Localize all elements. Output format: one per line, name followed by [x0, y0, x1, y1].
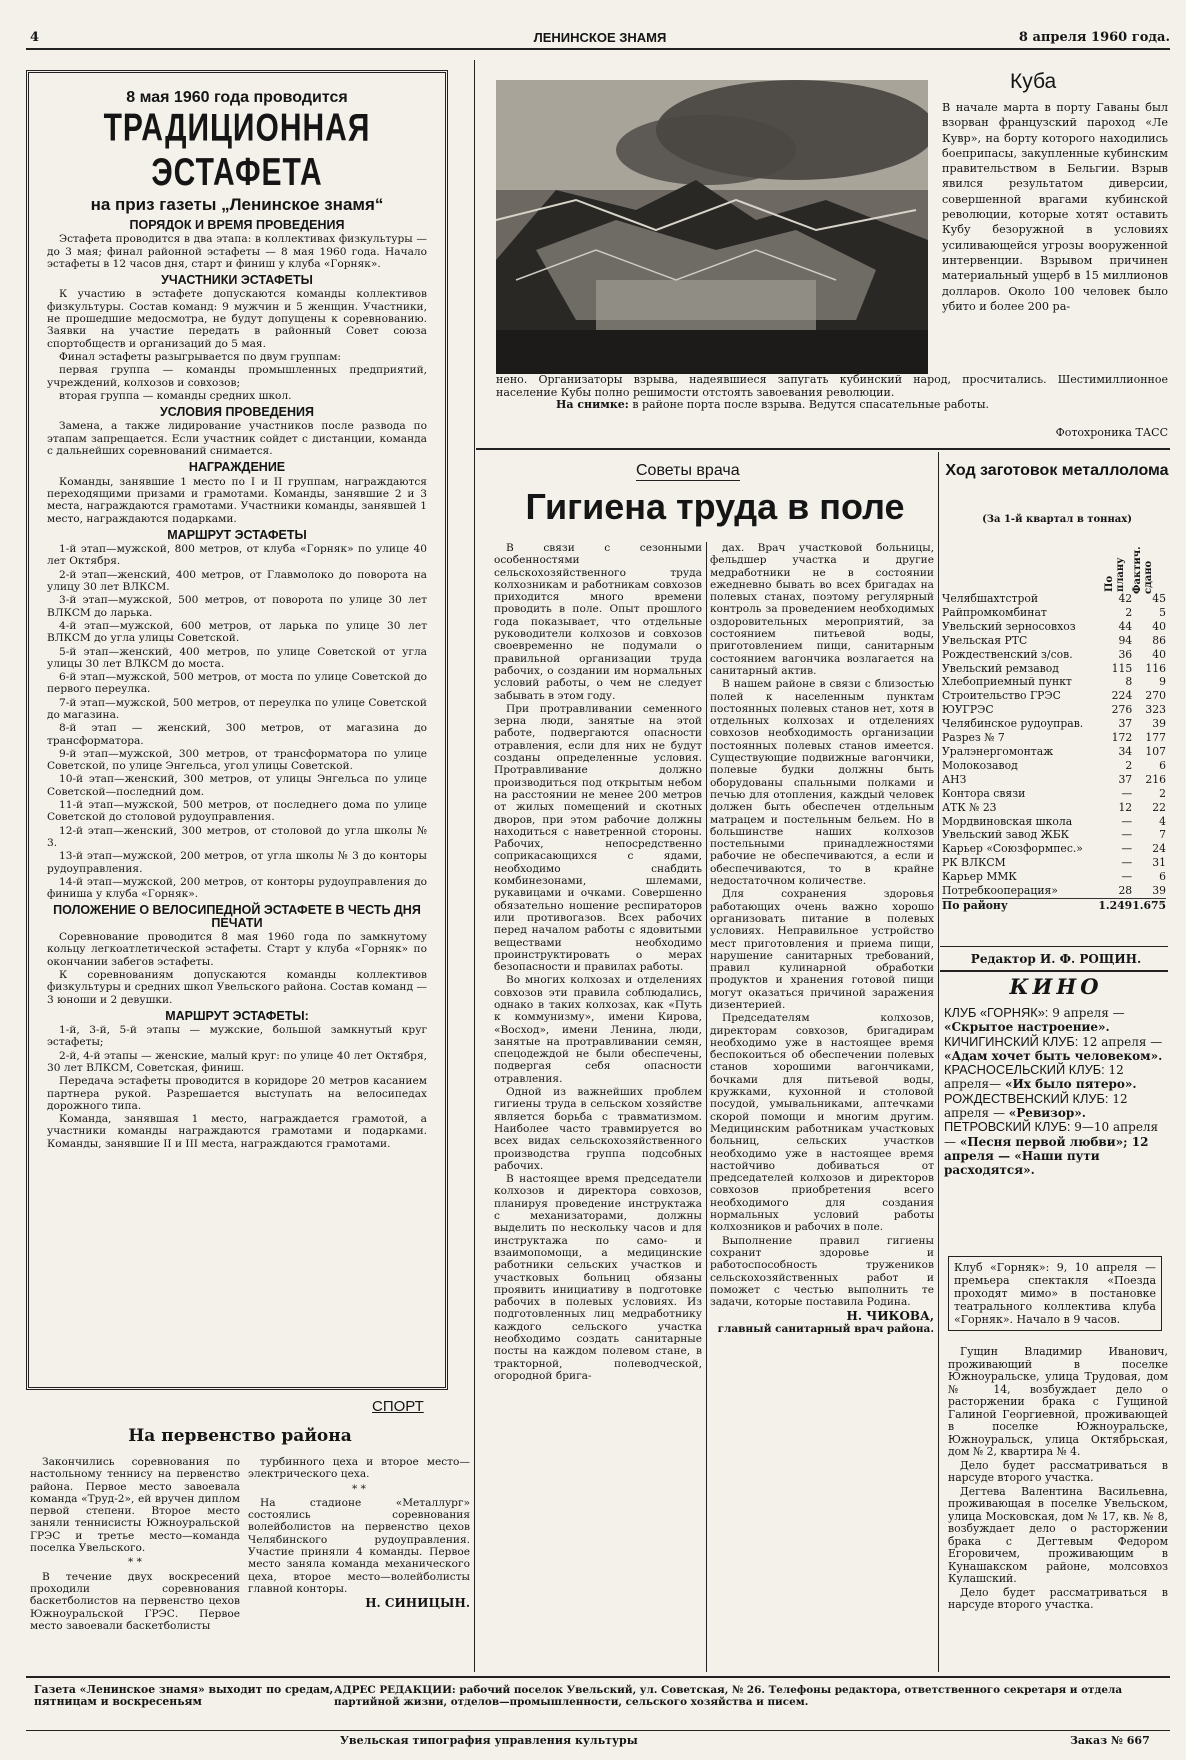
cinema-listing	[944, 1092, 1168, 1121]
plan-value: —	[1121, 842, 1133, 856]
relay-paragraph: 1-й этап—мужской, 800 метров, от клуба «Горняк» по улице 40 лет Октября.	[47, 543, 427, 568]
fact-value: 2	[1159, 786, 1166, 800]
relay-paragraph: 7-й этап—мужской, 500 метров, от переулка по улице Советской до магазина.	[47, 696, 427, 721]
plan-value: 2	[1125, 758, 1133, 772]
hygiene-paragraph: дах. Врач участковой больницы, фельдшер участка и другие медработники не в состоянии ежедневно бывать во всех бригадах на полевых станах, поэтому регулярный контроль за проведением необходимых оздоровительных мероприятий, за состоянием питьевой воды, приготовлением пищи, санитарным состоянием вагончика возлагается на санитарный актив.	[710, 542, 934, 677]
section-rule	[476, 448, 1170, 450]
table-row	[942, 884, 1166, 898]
relay-paragraph: 8-й этап — женский, 300 метров, от магазина до трансформатора.	[47, 722, 427, 747]
enterprise-name: Контора связи	[942, 786, 1026, 800]
table-rule	[940, 946, 1168, 947]
table-row	[942, 675, 1166, 689]
hygiene-paragraph: Во многих колхозах и отделениях совхозов эти правила соблюдались, однако в таких колхозах, как «Путь к коммунизму», имени Кирова, «Восход», имени Ленина, люди, занятые на протравливании семян, спецодеждой не были обеспечены, подвергая себя опасности отравления.	[494, 974, 702, 1085]
hygiene-signature: Н. ЧИКОВА,	[846, 1309, 934, 1324]
hygiene-paragraph: Для сохранения здоровья работающих очень важно хорошо организовать питание в полевых условиях. Неправильное устройство мест приготовления и приема пищи, нарушение санитарных требований, правил кулинарной обработки продуктов и хранения готовой пищи могут оказаться причиной заражения дизентерией.	[710, 888, 934, 1011]
scrap-table-subtitle: (За 1-й квартал в тоннах)	[982, 514, 1132, 525]
paper-name: ЛЕНИНСКОЕ ЗНАМЯ	[533, 30, 667, 45]
fact-value: 270	[1145, 689, 1166, 703]
table-row	[942, 731, 1166, 745]
relay-paragraph: 10-й этап—женский, 300 метров, от улицы Энгельса по улице Советской—последний дом.	[47, 773, 427, 798]
relay-section-heading: УСЛОВИЯ ПРОВЕДЕНИЯ	[160, 405, 314, 420]
club-name: РОЖДЕСТВЕНСКИЙ КЛУБ:	[944, 1090, 1109, 1106]
fact-value: 116	[1145, 661, 1166, 675]
fact-value: 39	[1152, 884, 1166, 898]
fact-value: 45	[1152, 592, 1166, 605]
relay-paragraph: 3-й этап—мужской, 500 метров, от поворота по улице 30 лет ВЛКСМ до ларька.	[47, 594, 427, 619]
listing-date: 12 апреля—	[944, 1063, 1124, 1092]
hygiene-paragraph: Выполнение правил гигиены сохранит здоровье и работоспособность тружеников сельскохозяйственных работ и поможет с честью выполнить те задачи, которые поставила Родина.	[710, 1234, 934, 1309]
relay-paragraph: 11-й этап—мужской, 500 метров, от последнего дома по улице Советской до столовой рудоуправления.	[47, 799, 427, 824]
hygiene-paragraph: Одной из важнейших проблем гигиены труда в сельском хозяйстве является борьба с травматизмом. Наиболее часто травмируется во всех видах сельскохозяйственного производства группа подсобных рабочих.	[494, 1086, 702, 1172]
film-title: «Скрытое настроение».	[944, 1020, 1110, 1035]
enterprise-name: Уралэнергомонтаж	[942, 744, 1054, 758]
relay-paragraph: Финал эстафеты разыгрывается по двум группам:	[59, 350, 342, 363]
plan-value: 94	[1118, 633, 1133, 647]
relay-paragraph: 13-й этап—мужской, 200 метров, от угла школы № 3 до конторы рудоуправления.	[47, 850, 427, 875]
relay-paragraph: Команды, занявшие 1 место по I и II группам, награждаются переходящими призами и грамотами. Команды, занявшие 2 и 3 места, награждаются грамотами. Участники команды, занявшей 1 место, награждаются подарками.	[47, 475, 427, 525]
table-row	[942, 745, 1166, 759]
relay-section-heading: МАРШРУТ ЭСТАФЕТЫ	[167, 527, 307, 542]
hygiene-article-title: Гигиена труда в поле	[525, 486, 905, 527]
enterprise-name: Увельский ремзавод	[942, 661, 1059, 675]
fact-value: 4	[1159, 814, 1166, 828]
total-label: По району	[942, 898, 1098, 912]
enterprise-name: ЮУГРЭС	[942, 703, 994, 717]
table-row	[942, 592, 1166, 606]
table-row	[942, 787, 1166, 801]
scrap-table-title: Ход заготовок металлолома	[945, 462, 1169, 479]
sport-paragraph: Закончились соревнования по настольному теннису на первенство района. Первое место завоевала команда «Труд-2», ей вручен диплом первой степени. Второе место заняли теннисисты Южноуральской ГРЭС и третье место—команда поселка Увельского.	[30, 1456, 240, 1555]
table-row	[942, 703, 1166, 717]
table-row	[942, 662, 1166, 676]
issue-date: 8 апреля 1960 года.	[1018, 30, 1170, 45]
fact-value: 40	[1152, 619, 1166, 633]
fact-value: 107	[1145, 744, 1166, 758]
cuba-article-title: Куба	[1010, 70, 1057, 93]
relay-paragraph: К соревнованиям допускаются команды коллективов физкультуры и средних школ Увельского района. Состав команд — 3 юноши и 2 девушки.	[47, 968, 427, 1006]
footer-rule	[26, 1676, 1170, 1678]
relay-paragraph: 2-й, 4-й этапы — женские, малый круг: по улице 40 лет Октября, 30 лет ВЛКСМ, Советская, финиш.	[47, 1049, 427, 1074]
sport-signature: Н. СИНИЦЫН.	[365, 1596, 470, 1611]
footer-order-number: Заказ № 667	[1070, 1734, 1150, 1747]
fact-value: 24	[1152, 842, 1166, 856]
footer-publication-info: Газета «Ленинское знамя» выходит по средам, пятницам и воскресеньям	[34, 1683, 334, 1708]
enterprise-name: Увельский зерносовхоз	[942, 619, 1076, 633]
enterprise-name: РК ВЛКСМ	[942, 856, 1006, 870]
footer-rule	[26, 1730, 1170, 1731]
relay-section-heading: МАРШРУТ ЭСТАФЕТЫ:	[165, 1008, 309, 1023]
relay-paragraph: 9-й этап—мужской, 300 метров, от трансформатора по улице Советской, по улице Энгельса, угол улицы Советской.	[47, 747, 427, 773]
relay-paragraph: 5-й этап—женский, 400 метров, по улице Советской от угла улицы 30 лет ВЛКСМ до моста.	[47, 645, 427, 670]
hygiene-paragraph: В связи с сезонными особенностями сельскохозяйственного труда колхозникам и работникам совхозов приходится много времени проводить в поле. Опыт прошлого года показывает, что отдельные руководители колхозов и совхозов своевременно не подумали о правильной организации труда рабочих, о создании им нормальных условий работы, о чем не следует забывать в этом году.	[494, 542, 702, 702]
relay-paragraph: Передача эстафеты проводится в коридоре 20 метров касанием партнера рукой. Разрешается выступать на велосипедах дорожного типа.	[47, 1075, 427, 1112]
scrap-table	[942, 592, 1166, 913]
plan-value: 28	[1118, 884, 1133, 898]
table-row	[942, 634, 1166, 648]
enterprise-name: Увельская РТС	[942, 633, 1028, 647]
table-row	[942, 842, 1166, 856]
enterprise-name: Челябшахтстрой	[942, 592, 1039, 605]
relay-section-heading: ПОРЯДОК И ВРЕМЯ ПРОВЕДЕНИЯ	[129, 218, 345, 232]
table-row	[942, 856, 1166, 870]
cinema-heading: КИНО	[1009, 974, 1103, 999]
column-rule	[706, 542, 707, 1672]
enterprise-name: АТК № 23	[942, 800, 997, 814]
column-rule	[474, 60, 475, 1672]
relay-paragraph: 14-й этап—мужской, 200 метров, от конторы рудоуправления до финиша у клуба «Горняк».	[47, 875, 427, 901]
fact-value: 216	[1145, 772, 1166, 786]
table-total-row	[942, 898, 1166, 912]
plan-value: 42	[1118, 592, 1133, 605]
caption-continuation: нено. Организаторы взрыва, надеявшиеся запугать кубинский народ, просчитались. Шестимиллионное население Кубы полно решимости отстоять завоевания революции.	[496, 373, 1168, 399]
masthead-rule	[26, 48, 1170, 50]
club-name: КИЧИГИНСКИЙ КЛУБ:	[944, 1033, 1079, 1049]
cinema-listing	[944, 1006, 1168, 1035]
plan-value: —	[1121, 786, 1133, 800]
enterprise-name: Мордвиновская школа	[942, 814, 1073, 828]
relay-paragraph: 6-й этап—мужской, 500 метров, от моста по улице Советской до первого переулка.	[47, 671, 427, 696]
plan-value: 276	[1111, 703, 1133, 717]
relay-section-heading: НАГРАЖДЕНИЕ	[188, 460, 286, 475]
relay-paragraph: 2-й этап—женский, 400 метров, от Главмолоко до поворота на улицу 30 лет ВЛКСМ.	[47, 568, 427, 594]
fact-value: 7	[1159, 828, 1166, 842]
club-name: КЛУБ «ГОРНЯК»:	[944, 1005, 1049, 1020]
photo-credit: Фотохроника ТАСС	[1055, 426, 1168, 439]
harbor-explosion-photo	[496, 80, 928, 374]
film-title: «Ревизор».	[1008, 1106, 1086, 1121]
cinema-listing	[944, 1035, 1168, 1064]
divorce-notices	[948, 1346, 1168, 1613]
total-plan: 1.249	[1098, 898, 1133, 912]
fact-value: 86	[1152, 633, 1166, 647]
plan-value: —	[1121, 856, 1133, 870]
enterprise-name: Карьер ММК	[942, 870, 1017, 884]
plan-value: 115	[1111, 661, 1133, 675]
relay-date-line: 8 мая 1960 года проводится	[126, 89, 348, 106]
relay-paragraph: Команда, занявшая 1 место, награждается грамотой, а участники команды награждаются грамотами и подарками. Команды, занявшие II и III места, награждаются грамотами.	[47, 1113, 427, 1150]
notice-paragraph: Дело будет рассматриваться в нарсуде второго участка.	[948, 1458, 1168, 1484]
enterprise-name: Разрез № 7	[942, 731, 1005, 745]
relay-paragraph: вторая группа — команды средних школ.	[59, 389, 292, 402]
sport-column-2	[248, 1456, 470, 1610]
editor-line: Редактор И. Ф. РОЩИН.	[970, 952, 1142, 966]
hygiene-signature-role: главный санитарный врач района.	[717, 1322, 934, 1335]
plan-value: 2	[1125, 605, 1133, 619]
plan-value: 172	[1111, 731, 1133, 745]
enterprise-name: АНЗ	[942, 772, 967, 786]
listing-date: 9 апреля —	[1052, 1006, 1125, 1020]
plan-value: 37	[1118, 772, 1133, 786]
fact-value: 177	[1145, 731, 1166, 745]
relay-title: ТРАДИЦИОННАЯ ЭСТАФЕТА	[103, 106, 371, 194]
fact-value: 39	[1152, 717, 1166, 731]
relay-paragraph: 4-й этап—мужской, 600 метров, от ларька по улице 30 лет ВЛКСМ до угла улицы Советской.	[47, 619, 427, 645]
plan-value: —	[1121, 870, 1133, 884]
notice-paragraph: Дело будет рассматриваться в нарсуде второго участка.	[948, 1585, 1168, 1611]
enterprise-name: Рождественский з/сов.	[942, 647, 1073, 661]
hygiene-paragraph: В настоящее время председатели колхозов и директора совхозов, планируя проведение инструктажа с механизаторами, должны выделить по нескольку часов и для инструктажа по само- и взаимопомощи, а медицинские работники сельских участков и участковых больниц обязаны проявить инициативу в подготовке рабочих в полевых условиях. Из подготовленных лиц медработнику каждого сельского участка необходимо создать санитарные посты на каждом полевом стане, в тракторной, полеводческой, огородной брига-	[494, 1173, 702, 1382]
cuba-article-body: В начале марта в порту Гаваны был взорван французский пароход «Ле Кувр», на борту которого находились боеприпасы, закупленные кубинским правительством в Бельгии. Взрыв явился результатом диверсии, совершенной врагами кубинской революции, которые хотят оставить Кубу безоружной в условиях усиливающейся угрозы вооруженной интервенции. Взрывом причинен материальный ущерб в 15 миллионов долларов. Около 100 человек было убито и более 200 ра-	[942, 101, 1168, 313]
table-row	[942, 620, 1166, 634]
enterprise-name: Карьер «Союзформпес.»	[942, 842, 1083, 856]
fact-value: 22	[1152, 800, 1166, 814]
plan-value: 37	[1118, 717, 1133, 731]
club-name: ПЕТРОВСКИЙ КЛУБ:	[944, 1119, 1071, 1135]
hygiene-paragraph: При протравливании семенного зерна люди, занятые на этой работе, подвергаются опасности отравления, если для них не будут созданы определенные условия. Протравливание должно производиться под открытым небом на расстоянии не менее 200 метров от жилых помещений и скотных дворов, при этом рабочие должны находиться с наветренной стороны. Рабочих, непосредственно соприкасающихся с ядами, необходимо снабдить комбинезонами, шлемами, рукавицами и очками. Совершенно обязательно ношение респираторов или противогазов. Всех рабочих перед началом работы с ядовитыми веществами необходимо проинструктировать о мерах безопасности и правилах работы.	[494, 702, 702, 974]
fact-value: 31	[1152, 856, 1166, 870]
column-rule	[938, 452, 939, 1672]
relay-announcement	[26, 70, 448, 1390]
plan-value: 44	[1118, 619, 1133, 633]
enterprise-name: Хлебоприемный пункт	[942, 675, 1072, 689]
fact-value: 5	[1159, 605, 1166, 619]
scrap-header-fact: Фактич. сдано	[1132, 546, 1154, 594]
photo-description: в районе порта после взрыва. Ведутся спасательные работы.	[632, 398, 990, 411]
theatre-notice: Клуб «Горняк»: 9, 10 апреля — премьера спектакля «Поезда проходят мимо» в постановке театрального коллектива клуба «Горняк». Начало в 9 часов.	[948, 1256, 1162, 1331]
fact-value: 323	[1145, 703, 1166, 717]
cinema-listing	[944, 1063, 1168, 1092]
separator-stars: * *	[352, 1482, 366, 1495]
separator-stars: * *	[128, 1556, 142, 1569]
editor-rule	[940, 970, 1168, 972]
hygiene-column-2-body	[710, 542, 934, 1308]
hygiene-column-1	[494, 542, 702, 1383]
club-name: КРАСНОСЕЛЬСКИЙ КЛУБ:	[944, 1062, 1105, 1078]
hygiene-paragraph: Председателям колхозов, директорам совхозов, бригадирам необходимо уже в настоящее время беспокоиться об обеспечении полевых станов хорошими вагончиками, бочками для питьевой воды, кружками, кухонной и столовой посудой, умывальниками, аптечками скорой помощи и многим другим. Медицинским работникам участковых больниц, сельских участков необходимо уже в настоящее время настойчиво добиваться от председателей колхозов и директоров совхозов приобретения всего необходимого для создания нормальных условий работы колхозников и рабочих в поле.	[710, 1012, 934, 1234]
notice-paragraph: Гущин Владимир Иванович, проживающий в поселке Южноуральске, улица Трудовая, дом № 14, возбуждает дело о расторжении брака с Гущиной Галиной Георгиевной, проживающей в поселке Южноуральске, Южноуральск, улица Октябрьская, дом № 2, квартира № 4.	[948, 1345, 1168, 1458]
fact-value: 6	[1159, 758, 1166, 772]
plan-value: —	[1121, 828, 1133, 842]
plan-value: 12	[1118, 800, 1133, 814]
enterprise-name: Челябинское рудоуправ.	[942, 717, 1084, 731]
enterprise-name: Строительство ГРЭС	[942, 689, 1061, 703]
sport-section-label: СПОРТ	[372, 1398, 424, 1415]
listing-date: 12 апреля —	[1082, 1034, 1163, 1049]
hygiene-column-2	[710, 542, 934, 1335]
sport-paragraph: В течение двух воскресений проходили соревнования баскетболистов на первенство цехов Южноуральской ГРЭС. Первое место завоевали баскетболисты	[30, 1570, 240, 1632]
relay-paragraph: 1-й, 3-й, 5-й этапы — мужские, большой замкнутый круг эстафеты;	[47, 1024, 427, 1049]
enterprise-name: Потребкооперация»	[942, 884, 1058, 898]
relay-paragraph: Соревнование проводится 8 мая 1960 года по замкнутому кольцу легкоатлетической эстафеты. Старт у клуба «Горняк» по окончании забегов эстафеты.	[47, 931, 427, 968]
advice-rubric: Советы врача	[636, 462, 740, 479]
fact-value: 40	[1152, 647, 1166, 661]
total-fact: 1.675	[1132, 898, 1166, 912]
photo-label: На снимке:	[556, 398, 629, 411]
relay-paragraph: Замена, а также лидирование участников после развода по этапам запрещается. Если участник сойдет с дистанции, команда с дальнейших соревнований снимается.	[47, 420, 427, 458]
photo-caption	[496, 374, 1168, 412]
relay-paragraph: Эстафета проводится в два этапа: в коллективах физкультуры — до 3 мая; финал районной эстафеты — 8 мая 1960 года. Начало эстафеты в 12 часов дня, старт и финиш у клуба «Горняк».	[47, 233, 427, 270]
fact-value: 9	[1159, 675, 1166, 689]
plan-value: 224	[1111, 689, 1133, 703]
table-row	[942, 717, 1166, 731]
cinema-listing	[944, 1120, 1168, 1177]
enterprise-name: Увельский завод ЖБК	[942, 828, 1070, 842]
enterprise-name: Райпромкомбинат	[942, 605, 1047, 619]
table-row	[942, 773, 1166, 787]
photo-illustration	[496, 80, 928, 374]
table-row	[942, 648, 1166, 662]
relay-section-heading: УЧАСТНИКИ ЭСТАФЕТЫ	[161, 273, 313, 288]
table-row	[942, 828, 1166, 842]
relay-section-heading: ПОЛОЖЕНИЕ О ВЕЛОСИПЕДНОЙ ЭСТАФЕТЕ В ЧЕСТЬ ДНЯ ПЕЧАТИ	[53, 903, 421, 930]
relay-paragraph: 12-й этап—женский, 300 метров, от столовой до угла школы № 3.	[47, 824, 427, 849]
sport-paragraph: На стадионе «Металлург» состоялись соревнования волейболистов на первенство цехов Челябинского рудоуправления. Участие приняли 4 команды. Первое место заняла команда механического цеха, второе место—волейболисты главной конторы.	[248, 1496, 470, 1595]
plan-value: 36	[1118, 647, 1133, 661]
table-row	[942, 689, 1166, 703]
sport-column-1	[30, 1456, 240, 1633]
table-row	[942, 759, 1166, 773]
film-title: «Их было пятеро».	[1004, 1077, 1137, 1092]
plan-value: 8	[1125, 675, 1133, 689]
relay-subtitle: на приз газеты „Ленинское знамя“	[90, 195, 384, 214]
hygiene-paragraph: В нашем районе в связи с близостью полей к населенным пунктам постоянных полевых станов нет, хотя в отдельных колхозах и отделениях совхозов необходимость организации постоянных полевых станов имеется. Существующие подвижные вагончики, полевые будки должны быть оборудованы спальными полками и печью для отопления, каждый человек должен быть обеспечен отдельным матрацем и постельным бельем. Но в большинстве наших колхозов постельными принадлежностями рабочие не обеспечиваются, а если и обеспечиваются, то в крайне недостаточном количестве.	[710, 678, 934, 888]
footer-printer: Увельская типография управления культуры	[340, 1734, 638, 1747]
relay-paragraph: первая группа — команды промышленных предприятий, учреждений, колхозов и совхозов;	[47, 364, 427, 389]
table-row	[942, 870, 1166, 884]
table-row	[942, 801, 1166, 815]
film-title: «Адам хочет быть человеком».	[944, 1048, 1163, 1063]
listing-date: 9—10 апреля —	[944, 1120, 1159, 1149]
notice-paragraph: Дегтева Валентина Васильевна, проживающая в поселке Увельском, улица Московская, дом № 17, кв. № 8, возбуждает дело о расторжении брака с Дегтевым Федором Егоровичем, проживающим в Кунашакском районе, молсовхоз Кулашский.	[948, 1484, 1168, 1585]
fact-value: 6	[1159, 870, 1166, 884]
relay-paragraph: К участию в эстафете допускаются команды коллективов физкультуры. Состав команд: 9 мужчин и 5 женщин. Участники, не прошедшие медосмотра, не будут допущены к соревнованию. Заявки на участие передать в районный Совет союза спортобществ и организаций до 5 мая.	[47, 288, 427, 350]
table-row	[942, 606, 1166, 620]
sport-article-title: На первенство района	[128, 1426, 352, 1446]
scrap-header-plan: По плану	[1104, 557, 1126, 592]
sport-paragraph: турбинного цеха и второе место—электрического цеха.	[248, 1456, 470, 1481]
cinema-listings	[944, 1006, 1168, 1178]
plan-value: 34	[1118, 744, 1133, 758]
enterprise-name: Молокозавод	[942, 758, 1018, 772]
film-title: «Песня первой любви»; 12 апреля — «Наши пути расходятся».	[944, 1134, 1149, 1178]
relay-sections	[47, 219, 427, 1150]
page-number: 4	[30, 30, 40, 45]
footer-address: АДРЕС РЕДАКЦИИ: рабочий поселок Увельский, ул. Советская, № 26. Телефоны редактора, ответственного секретаря и отдела партийной жизни, отделов—промышленности, сельского хозяйства и писем.	[334, 1684, 1123, 1708]
listing-date: 12 апреля —	[944, 1091, 1128, 1121]
plan-value: —	[1121, 814, 1133, 828]
table-row	[942, 815, 1166, 829]
